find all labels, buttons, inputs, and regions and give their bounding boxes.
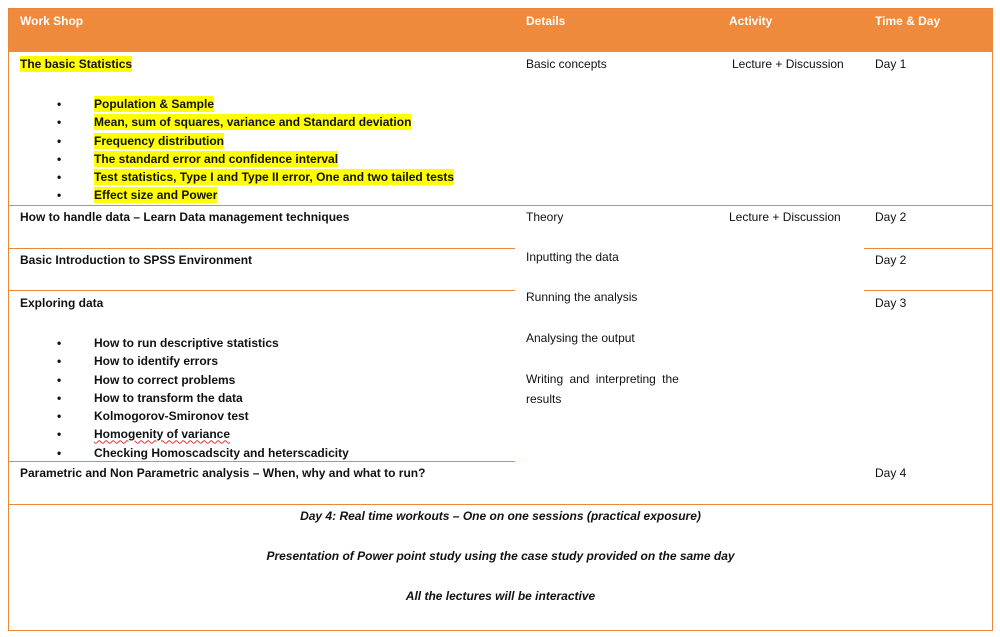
row2-activity: Lecture + Discussion — [729, 210, 841, 224]
header-details: Details — [526, 14, 566, 28]
footer-note: Day 4: Real time workouts – One on one sessions (practical exposure) — [300, 509, 701, 523]
row4-details-line: results — [526, 392, 562, 406]
row3-day: Day 2 — [875, 253, 907, 267]
header-time-day: Time & Day — [875, 14, 941, 28]
row1-activity: Lecture + Discussion — [732, 57, 844, 71]
row3-workshop-title: Basic Introduction to SPSS Environment — [20, 253, 253, 267]
row2-day: Day 2 — [875, 210, 907, 224]
row-divider — [8, 504, 993, 505]
row-divider — [8, 290, 515, 291]
footer-note: All the lectures will be interactive — [405, 589, 596, 603]
row5-workshop-title: Parametric and Non Parametric analysis – When, why and what to run? — [20, 466, 426, 480]
header-activity: Activity — [729, 14, 773, 28]
row4-details-line: Analysing the output — [526, 331, 635, 345]
row4-day: Day 3 — [875, 296, 907, 310]
row2-details: Theory — [526, 210, 564, 224]
row1-details: Basic concepts — [526, 57, 607, 71]
row5-day: Day 4 — [875, 466, 907, 480]
row3-details: Inputting the data — [526, 250, 619, 264]
row-divider — [8, 248, 515, 249]
row-divider — [864, 248, 993, 249]
row-divider — [8, 205, 993, 206]
row-divider — [864, 290, 993, 291]
row4-workshop-title: Exploring data — [20, 296, 104, 310]
row1-workshop-title: The basic Statistics — [20, 57, 133, 71]
row1-day: Day 1 — [875, 57, 907, 71]
row4-details-line: Writing and interpreting the — [526, 372, 679, 386]
header-workshop: Work Shop — [20, 14, 84, 28]
row2-workshop-title: How to handle data – Learn Data management techniques — [20, 210, 350, 224]
row4-details-line: Running the analysis — [526, 290, 638, 304]
footer-note: Presentation of Power point study using the case study provided on the same day — [266, 549, 735, 563]
row-divider — [8, 461, 515, 462]
